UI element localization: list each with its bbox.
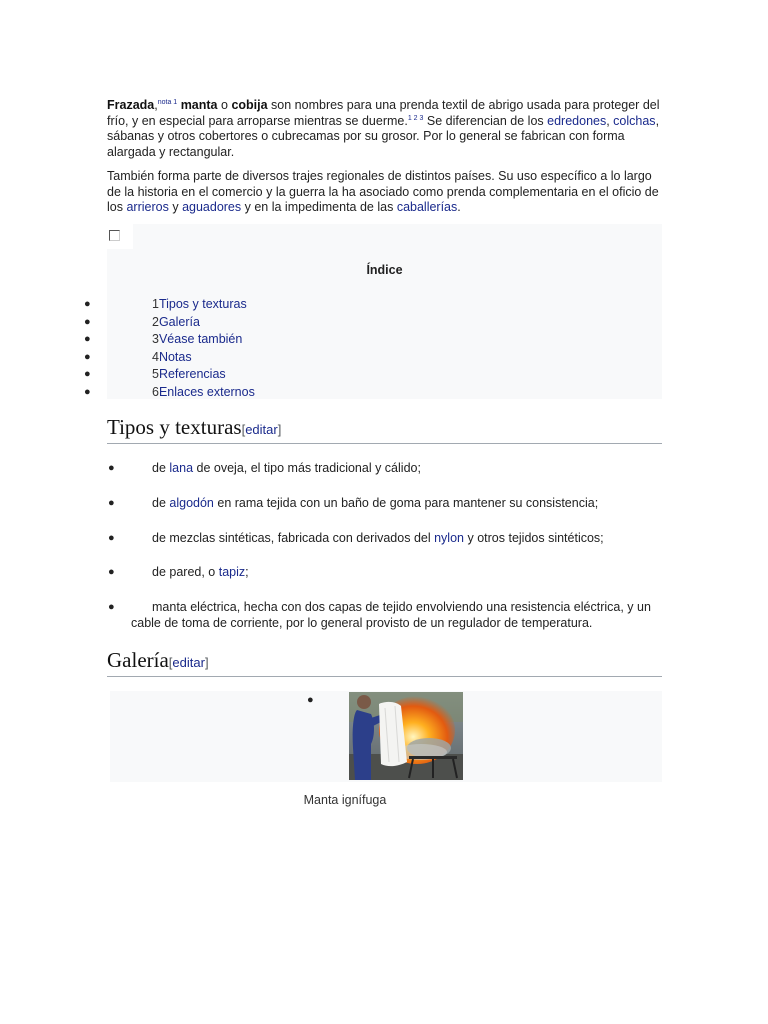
toc-link[interactable]: Véase también bbox=[158, 332, 243, 346]
item-text: y otros tejidos sintéticos; bbox=[467, 530, 604, 545]
toc-number: 1 bbox=[152, 297, 159, 311]
bullet-icon: ● bbox=[84, 298, 91, 310]
toc-item[interactable] bbox=[84, 331, 767, 348]
list-item bbox=[108, 565, 666, 581]
toc-number: 2 bbox=[152, 314, 159, 329]
toc-number: 3 bbox=[152, 332, 159, 346]
link-tapiz[interactable]: tapiz bbox=[218, 565, 246, 579]
toc-item[interactable] bbox=[84, 366, 767, 383]
section-heading-tipos: Tipos y texturas[editar] bbox=[107, 414, 662, 444]
toc-toggle-area bbox=[107, 224, 133, 249]
conjunction: o bbox=[221, 98, 228, 112]
section-heading-galeria: Galería[editar] bbox=[107, 647, 662, 677]
link-edredones[interactable]: edredones bbox=[547, 113, 607, 128]
toc-number: 6 bbox=[152, 384, 159, 399]
bullet-icon: ● bbox=[84, 350, 91, 363]
list-item bbox=[108, 495, 666, 512]
toc-toggle-checkbox[interactable] bbox=[109, 230, 120, 241]
toc-link[interactable]: Referencias bbox=[158, 367, 226, 381]
bullet-icon: ● bbox=[108, 496, 115, 509]
toc-link[interactable]: Tipos y texturas bbox=[158, 297, 247, 311]
item-text: de oveja, el tipo más tradicional y cálido; bbox=[196, 461, 421, 475]
note-link[interactable]: nota 1 bbox=[157, 99, 178, 106]
toc-item[interactable] bbox=[84, 314, 767, 331]
toc-item[interactable] bbox=[84, 384, 767, 401]
item-text: en rama tejida con un baño de goma para mantener su consistencia; bbox=[217, 495, 599, 510]
toc-link[interactable]: Notas bbox=[158, 349, 192, 364]
p2-text-3: y en la impedimenta de las bbox=[244, 200, 394, 215]
p2-text-4: . bbox=[457, 200, 461, 215]
toc-title: Índice bbox=[366, 263, 403, 277]
item-text: de pared, o bbox=[152, 565, 216, 579]
link-nylon[interactable]: nylon bbox=[434, 530, 464, 545]
item-text: de bbox=[152, 461, 166, 475]
p2-text-2: y bbox=[172, 200, 179, 215]
section-title: Galería bbox=[107, 648, 169, 672]
intro-text-1: son nombres para una prenda textil de abrigo usada para proteger del frío, y en especial para arroparse mientras se duerme. bbox=[107, 98, 660, 128]
intro-paragraph-2 bbox=[107, 169, 663, 216]
edit-link[interactable]: editar bbox=[172, 655, 205, 670]
toc-number: 4 bbox=[152, 349, 159, 364]
link-caballerias[interactable]: caballerías bbox=[396, 200, 458, 215]
p2-text-1: También forma parte de diversos trajes regionales de distintos países. Su uso específico a lo largo de la historia en el comercio y la guerra la ha asociado como prenda complementaria en el oficio de los bbox=[107, 169, 659, 215]
bullet-icon: ● bbox=[108, 566, 115, 578]
table-of-contents bbox=[84, 224, 662, 399]
bullet-icon: ● bbox=[84, 385, 91, 398]
term-frazada: Frazada bbox=[107, 98, 155, 112]
bullet-icon: ● bbox=[108, 531, 115, 544]
term-cobija: cobija bbox=[231, 98, 268, 112]
gallery-caption: Manta ignífuga bbox=[303, 793, 387, 807]
toc-link[interactable]: Enlaces externos bbox=[158, 384, 255, 399]
item-text: de mezclas sintéticas, fabricada con derivados del bbox=[152, 530, 431, 545]
toc-item[interactable] bbox=[84, 296, 767, 313]
intro-text-3: sábanas y otros cobertores o cubrecamas por su grosor. Por lo general se fabrican con forma alargada y rectangular. bbox=[107, 129, 625, 159]
fire-blanket-photo bbox=[349, 692, 463, 780]
intro-paragraph-1: Frazada,$^{nota 1}$ manta o cobija son nombres para una prenda textil de abrigo usada para proteger del frío, y en especial para arroparse mientras se duerme.$^{1 2 3}$ Se diferencian de los edredones, colchas, sábanas y otros cobertores o cubrecamas por su grosor. Por lo general se fabrican con forma alargada y rectangular. bbox=[107, 98, 660, 159]
bullet-icon: ● bbox=[108, 462, 115, 474]
link-aguadores[interactable]: aguadores bbox=[182, 200, 242, 215]
toc-number: 5 bbox=[152, 367, 159, 381]
item-text: manta eléctrica, hecha con dos capas de tejido envolviendo una resistencia eléctrica, y un cable de toma de corriente, por lo general provisto de un regulador de temperatura. bbox=[131, 600, 651, 630]
bullet-icon: ● bbox=[108, 601, 115, 613]
item-text: ; bbox=[245, 565, 249, 579]
link-arrieros[interactable]: arrieros bbox=[126, 200, 169, 215]
edit-link[interactable]: editar bbox=[245, 422, 278, 437]
item-text: de bbox=[152, 495, 166, 510]
bullet-icon: ● bbox=[307, 694, 314, 706]
list-item bbox=[108, 461, 666, 477]
link-lana[interactable]: lana bbox=[169, 461, 194, 475]
bullet-icon: ● bbox=[84, 333, 91, 345]
bullet-icon: ● bbox=[84, 368, 91, 380]
list-item bbox=[108, 530, 666, 547]
toc-item[interactable] bbox=[84, 349, 767, 366]
gallery bbox=[110, 691, 662, 782]
gallery-image-fire-blanket[interactable] bbox=[349, 692, 463, 780]
term-manta: manta bbox=[180, 98, 218, 112]
bullet-icon: ● bbox=[84, 315, 91, 328]
section-title: Tipos y texturas bbox=[107, 415, 242, 439]
intro-text-2: Se diferencian de los bbox=[426, 113, 544, 128]
list-item bbox=[108, 600, 666, 631]
toc-link[interactable]: Galería bbox=[158, 314, 200, 329]
link-algodon[interactable]: algodón bbox=[169, 495, 214, 510]
link-colchas[interactable]: colchas bbox=[613, 113, 656, 128]
reference-links[interactable]: 1 2 3 bbox=[407, 114, 424, 122]
